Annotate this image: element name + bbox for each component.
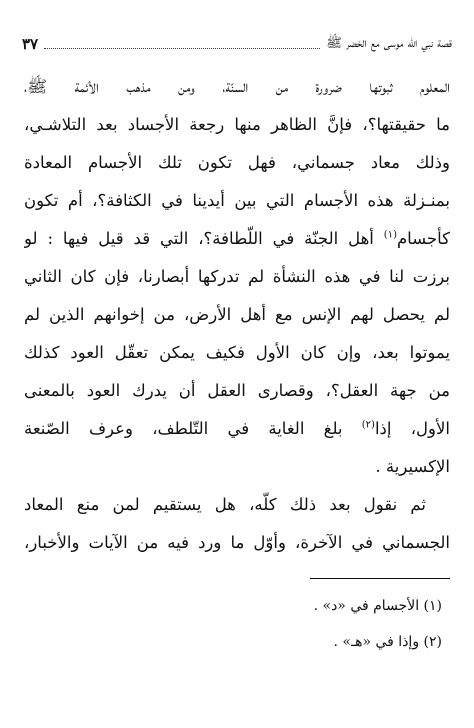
running-title: قصة نبي الله موسى مع الخضر ﷺ [326,35,452,51]
footnote-marker-1[interactable]: (١) [383,229,397,241]
main-text [24,68,450,562]
footnote-2: (٢) وإذا في «هـ» . [333,634,442,650]
text-fragment: كأجسام [396,229,450,248]
page-header [22,32,452,56]
text-fragment: الأول، إذا [374,419,450,438]
text-line: ما حقيقتها؟، فإنَّ الظاهر منها رجعة الأجساد بعد التلاشـي، [24,115,450,134]
paragraph-start-line: ثم نقول بعد ذلك كلّه، هل يستقيم لمن منع المعاد [24,495,426,514]
text-line: المعلوم ثبوتها ضرورة من السنّة، ومن مذهب الأئمة ﷺ، [24,77,450,96]
page-number: ٣٧ [22,35,39,53]
text-line: لم يحصل لهم الإنس مع أهل الأرض، من إخوانهم الذين لم [24,305,450,324]
header-leader-dots [44,48,320,49]
text-fragment: بلغ الغاية في التّلطف، وعرف الصّنعة [24,419,343,438]
text-line: الإكسيرية . [375,457,450,476]
footnotes [24,588,450,660]
text-line: وذلك معاد جسماني، فهل تكون تلك الأجسام المعادة [24,153,450,172]
text-line: الجسماني في الآخرة، وأوّل ما ورد فيه من الآيات والأخبار، [24,533,450,552]
text-line: بمنـزلة هذه الأجسام التي بين أيدينا في الكثافة؟، أم تكون [24,191,450,210]
text-line: من جهة العقل؟، وقصارى العقل أن يدرك العود بالمعنى [24,381,450,400]
text-fragment: أهل الجنّة في اللّطافة؟، التي قد قيل فيها : لو [24,229,374,248]
text-line [24,220,450,258]
text-line [24,410,450,448]
footnote-1: (١) الأجسام في «د» . [313,598,442,614]
footnote-separator [310,578,450,579]
text-line: برزت لنا في هذه النشأة لم تدركها أبصارنا، فإن كان الثاني [24,267,450,286]
footnote-marker-2[interactable]: (٢) [361,419,375,431]
text-line: يموتوا بعد، وإن كان الأول فكيف يمكن تعقّل العود كذلك [24,343,450,362]
